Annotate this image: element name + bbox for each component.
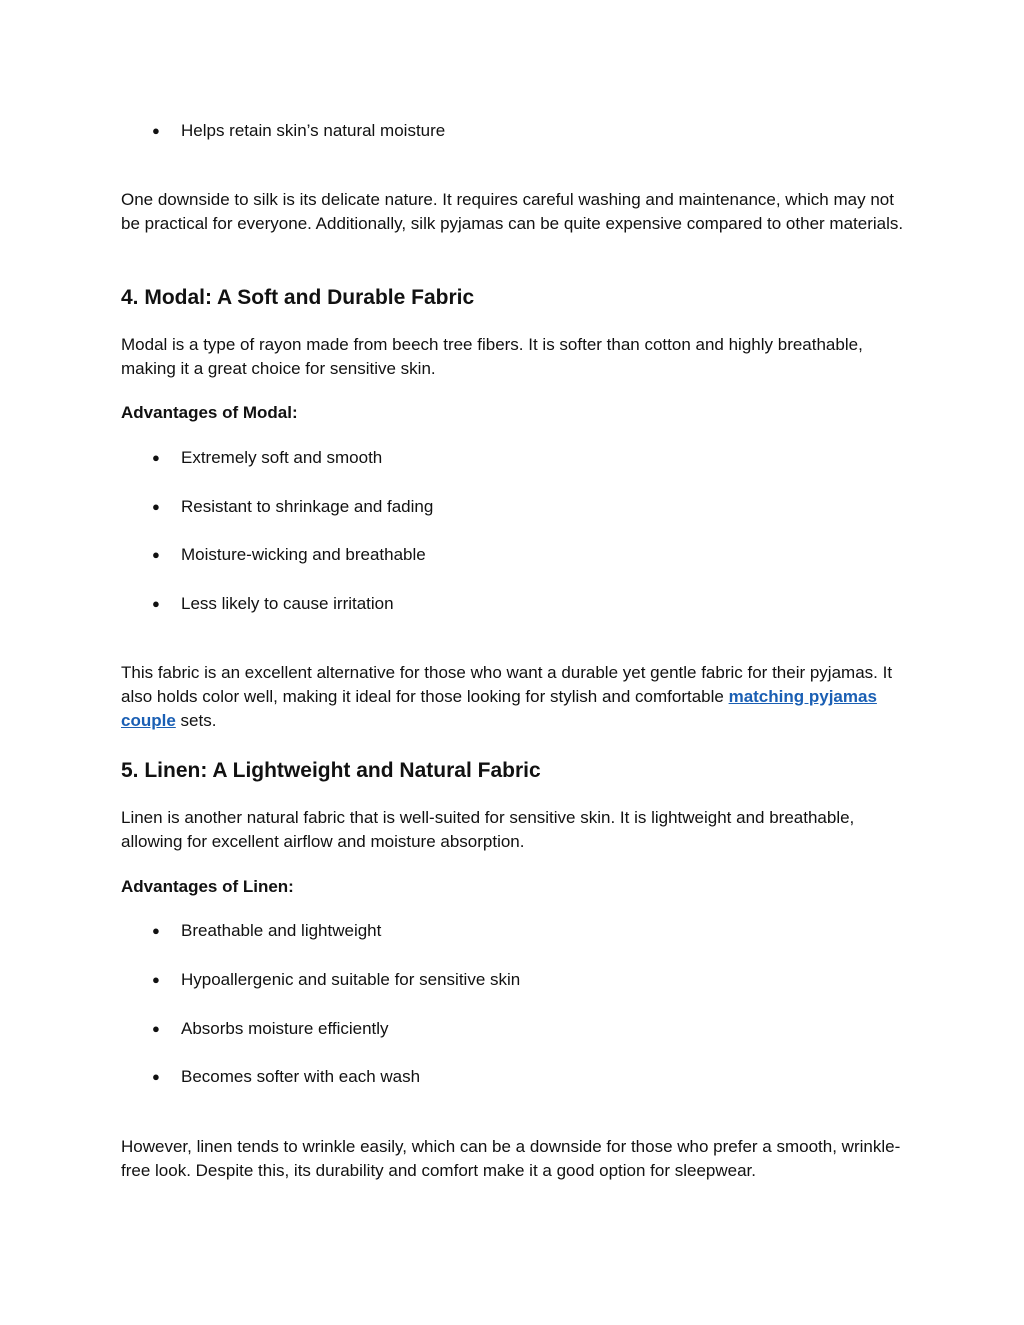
linen-intro-paragraph: Linen is another natural fabric that is well-suited for sensitive skin. It is lightweight and breathable, allowing for excellent airflow and moisture absorption. — [121, 808, 855, 851]
bullet-icon: ● — [152, 972, 160, 987]
section-heading-linen: 5. Linen: A Lightweight and Natural Fabric — [121, 759, 541, 782]
list-item-text: Becomes softer with each wash — [181, 1067, 421, 1086]
bullet-icon: ● — [152, 1021, 160, 1036]
silk-downside-paragraph: One downside to silk is its delicate nature. It requires careful washing and maintenance, which may not be practical for everyone. Additionally, silk pyjamas can be quite expensive compared to other materials. — [121, 190, 904, 233]
list-item-text: Absorbs moisture efficiently — [181, 1019, 389, 1038]
list-item-text: Extremely soft and smooth — [181, 448, 383, 467]
list-item-text: Resistant to shrinkage and fading — [181, 497, 434, 516]
list-item-text: Breathable and lightweight — [181, 921, 382, 940]
list-item-text: Moisture-wicking and breathable — [181, 545, 426, 564]
modal-intro-paragraph: Modal is a type of rayon made from beech tree fibers. It is softer than cotton and highly breathable, making it a great choice for sensitive skin. — [121, 335, 863, 378]
matching-pyjamas-couple-link[interactable]: matching pyjamas couple — [121, 687, 877, 730]
modal-closing-paragraph — [121, 661, 911, 733]
bullet-icon: ● — [152, 1069, 160, 1084]
list-item-text: Less likely to cause irritation — [181, 594, 394, 613]
bullet-icon: ● — [152, 547, 160, 562]
linen-advantages-label: Advantages of Linen: — [121, 877, 294, 896]
linen-closing-paragraph: However, linen tends to wrinkle easily, which can be a downside for those who prefer a smooth, wrinkle-free look. Despite this, its durability and comfort make it a good option for sleepwear. — [121, 1137, 901, 1180]
modal-advantages-label: Advantages of Modal: — [121, 403, 298, 422]
bullet-icon: ● — [152, 499, 160, 514]
closing-text-end: sets. — [175, 711, 217, 730]
list-item-text: Helps retain skin’s natural moisture — [181, 121, 446, 140]
closing-text: This fabric is an excellent alternative for those who want a durable yet gentle fabric for their pyjamas. It also holds color well, making it ideal for those looking for stylish and comfortable — [121, 663, 893, 706]
bullet-icon: ● — [152, 923, 160, 938]
bullet-icon: ● — [152, 596, 160, 611]
bullet-icon: ● — [152, 450, 160, 465]
section-heading-modal: 4. Modal: A Soft and Durable Fabric — [121, 286, 475, 309]
bullet-icon: ● — [152, 123, 160, 138]
list-item-text: Hypoallergenic and suitable for sensitive skin — [181, 970, 521, 989]
